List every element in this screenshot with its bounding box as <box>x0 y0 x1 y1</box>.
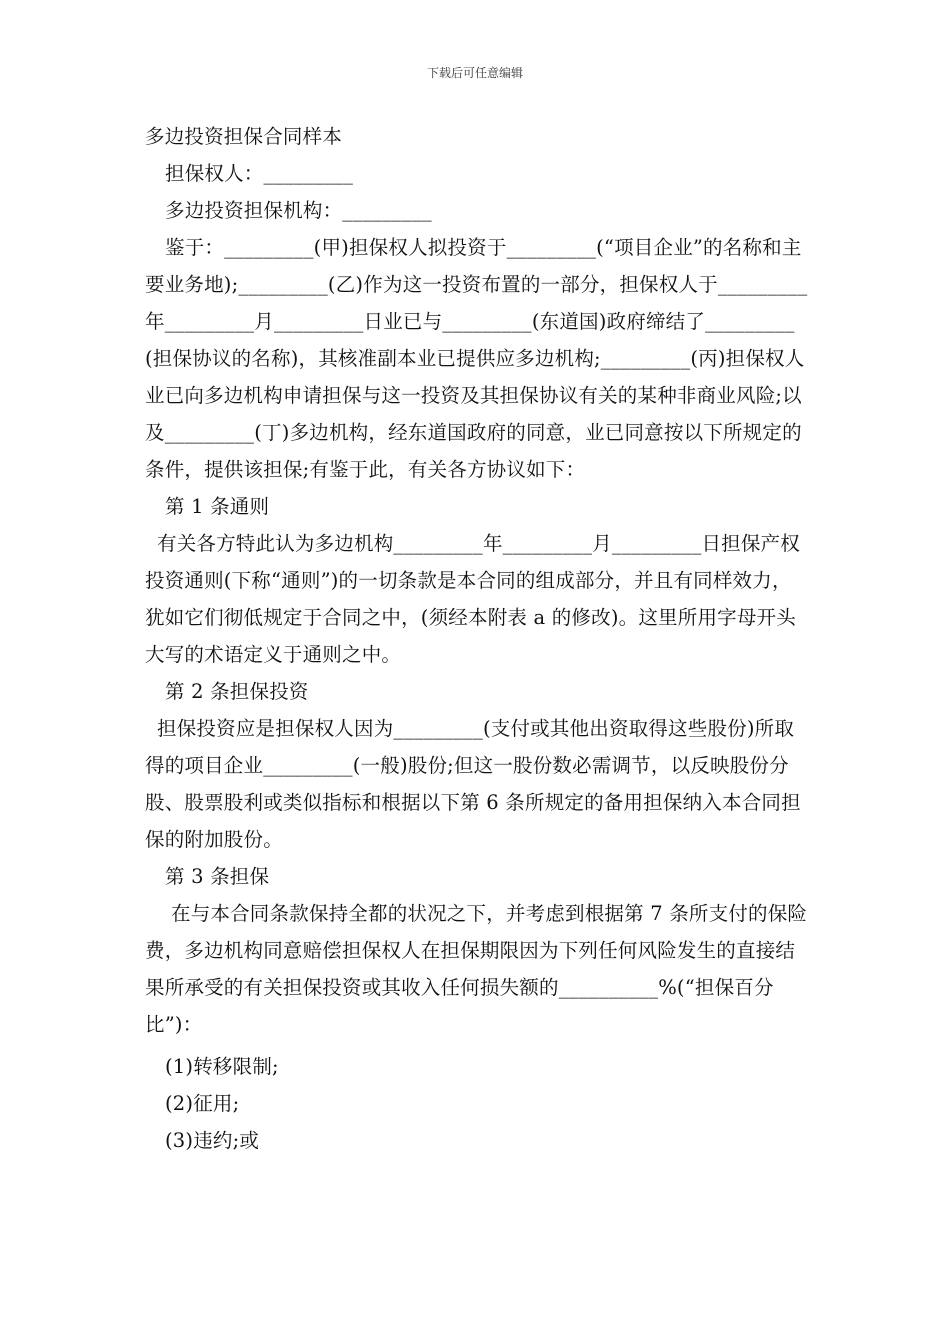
article-3-body: 在与本合同条款保持全都的状况之下，并考虑到根据第 7 条所支付的保险费，多边机构同意赔偿担保权人在担保期限因为下列任何风险发生的直接结果所承受的有关担保投资或其收入任何损失额的__________%(“担保百分比”)： <box>145 902 808 1036</box>
page-header-note: 下载后可任意编辑 <box>426 66 523 80</box>
article-2-heading: 第 2 条担保投资 <box>165 680 309 703</box>
document-title: 多边投资担保合同样本 <box>145 125 343 148</box>
list-item: (1)转移限制; <box>165 1055 279 1078</box>
article-3-heading: 第 3 条担保 <box>165 865 270 888</box>
whereas-paragraph: 鉴于：_________(甲)担保权人拟投资于_________(“项目企业”的名称和主要业务地);_________(乙)作为这一投资布置的一部分，担保权人于_________年_________月_________日业已与_________(东道国)政府缔结了_________(担保协议的名称)，其核准副本业已提供应多边机构;_________(丙)担保权人业已向多边机构申请担保与这一投资及其担保协议有关的某种非商业风险;以及_________(丁)多边机构，经东道国政府的同意，业已同意按以下所规定的条件，提供该担保;有鉴于此，有关各方协议如下： <box>145 236 808 481</box>
article-2-body: 担保投资应是担保权人因为_________(支付或其他出资取得这些股份)所取得的项目企业_________(一般)股份;但这一股份数必需调节，以反映股份分股、股票股利或类似指标和根据以下第 6 条所规定的备用担保纳入本合同担保的附加股份。 <box>145 717 801 851</box>
agency-line: 多边投资担保机构：_________ <box>165 199 432 222</box>
list-item: (2)征用; <box>165 1092 240 1115</box>
document-body <box>145 118 810 1159</box>
article-1-heading: 第 1 条通则 <box>165 495 270 518</box>
article-1-body: 有关各方特此认为多边机构_________年_________月_________日担保产权投资通则(下称“通则”)的一切条款是本合同的组成部分，并且有同样效力，犹如它们彻低规定于合同之中，(须经本附表 a 的修改)。这里所用字母开头大写的术语定义于通则之中。 <box>145 532 800 666</box>
guarantee-holder-line: 担保权人：_________ <box>165 162 354 185</box>
list-item: (3)违约;或 <box>165 1129 260 1152</box>
